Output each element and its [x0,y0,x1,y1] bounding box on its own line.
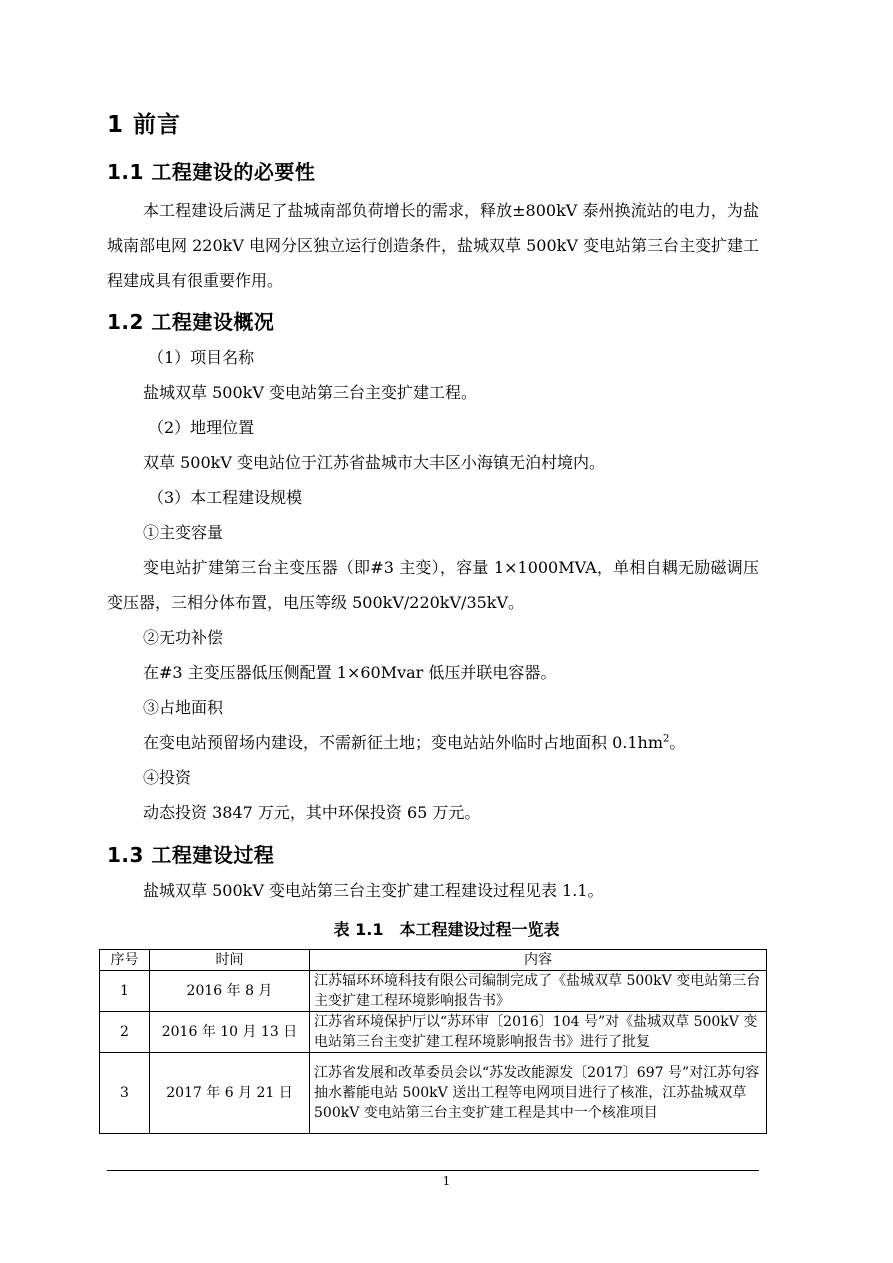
scale-investment-label: ④投资 [143,768,192,787]
row-content: 江苏省发展和改革委员会以“苏发改能源发〔2017〕697 号”对江苏句容抽水蓄能电站 500kV 送出工程等电网项目进行了核准，江苏盐城双草500kV 变电站第三台主变扩建工程是其中一个核准项目 [310,1053,767,1134]
table-header-row [100,950,767,971]
footer-divider [107,1170,759,1171]
overview-item1-label: （1）项目名称 [148,348,255,367]
section-heading-process: 1.3 工程建设过程 [107,843,275,867]
header-no: 序号 [100,950,150,971]
row-no: 3 [100,1053,150,1134]
process-intro: 盐城双草 500kV 变电站第三台主变扩建工程建设过程见表 1.1。 [143,881,604,900]
row-no: 1 [100,971,150,1012]
overview-item2-text: 双草 500kV 变电站位于江苏省盐城市大丰区小海镇无泊村境内。 [143,453,605,472]
overview-item1-text: 盐城双草 500kV 变电站第三台主变扩建工程。 [143,383,477,402]
page-number: 1 [442,1174,451,1188]
row-no: 2 [100,1012,150,1053]
scale-area-text-end: 。 [669,733,686,752]
scale-capacity-label: ①主变容量 [143,523,224,542]
table-caption: 表 1.1 本工程建设过程一览表 [333,920,560,939]
chapter-heading: 1 前言 [107,112,182,138]
row-date: 2017 年 6 月 21 日 [150,1053,310,1134]
process-table [99,949,767,1134]
section-heading-overview: 1.2 工程建设概况 [107,310,275,334]
table-row [100,1012,767,1053]
scale-capacity-text: 变电站扩建第三台主变压器（即#3 主变），容量 1×1000MVA，单相自耦无励磁调压变压器，三相分体布置，电压等级 500kV/220kV/35kV。 [107,558,759,612]
header-date: 时间 [150,950,310,971]
section-heading-necessity: 1.1 工程建设的必要性 [107,160,316,184]
scale-compensation-label: ②无功补偿 [143,628,224,647]
overview-item3-label: （3）本工程建设规模 [148,488,303,507]
row-date: 2016 年 8 月 [150,971,310,1012]
scale-area-label: ③占地面积 [143,698,224,717]
table-row [100,1053,767,1134]
row-content: 江苏省环境保护厅以“苏环审〔2016〕104 号”对《盐城双草 500kV 变电站第三台主变扩建工程环境影响报告书》进行了批复 [310,1012,767,1053]
row-content: 江苏辐环环境科技有限公司编制完成了《盐城双草 500kV 变电站第三台主变扩建工程环境影响报告书》 [310,971,767,1012]
scale-compensation-text: 在#3 主变压器低压侧配置 1×60Mvar 低压并联电容器。 [143,663,557,682]
necessity-paragraph: 本工程建设后满足了盐城南部负荷增长的需求，释放±800kV 泰州换流站的电力，为盐城南部电网 220kV 电网分区独立运行创造条件，盐城双草 500kV 变电站第三台主变扩建工程建成具有很重要作用。 [107,201,759,290]
scale-area-text-main: 在变电站预留场内建设，不需新征土地；变电站站外临时占地面积 0.1hm [143,733,664,752]
row-date: 2016 年 10 月 13 日 [150,1012,310,1053]
scale-investment-text: 动态投资 3847 万元，其中环保投资 65 万元。 [143,803,481,822]
area-unit-superscript: 2 [663,733,670,745]
overview-item2-label: （2）地理位置 [148,418,255,437]
scale-area-text [143,733,685,753]
table-row [100,971,767,1012]
header-content: 内容 [310,950,767,971]
